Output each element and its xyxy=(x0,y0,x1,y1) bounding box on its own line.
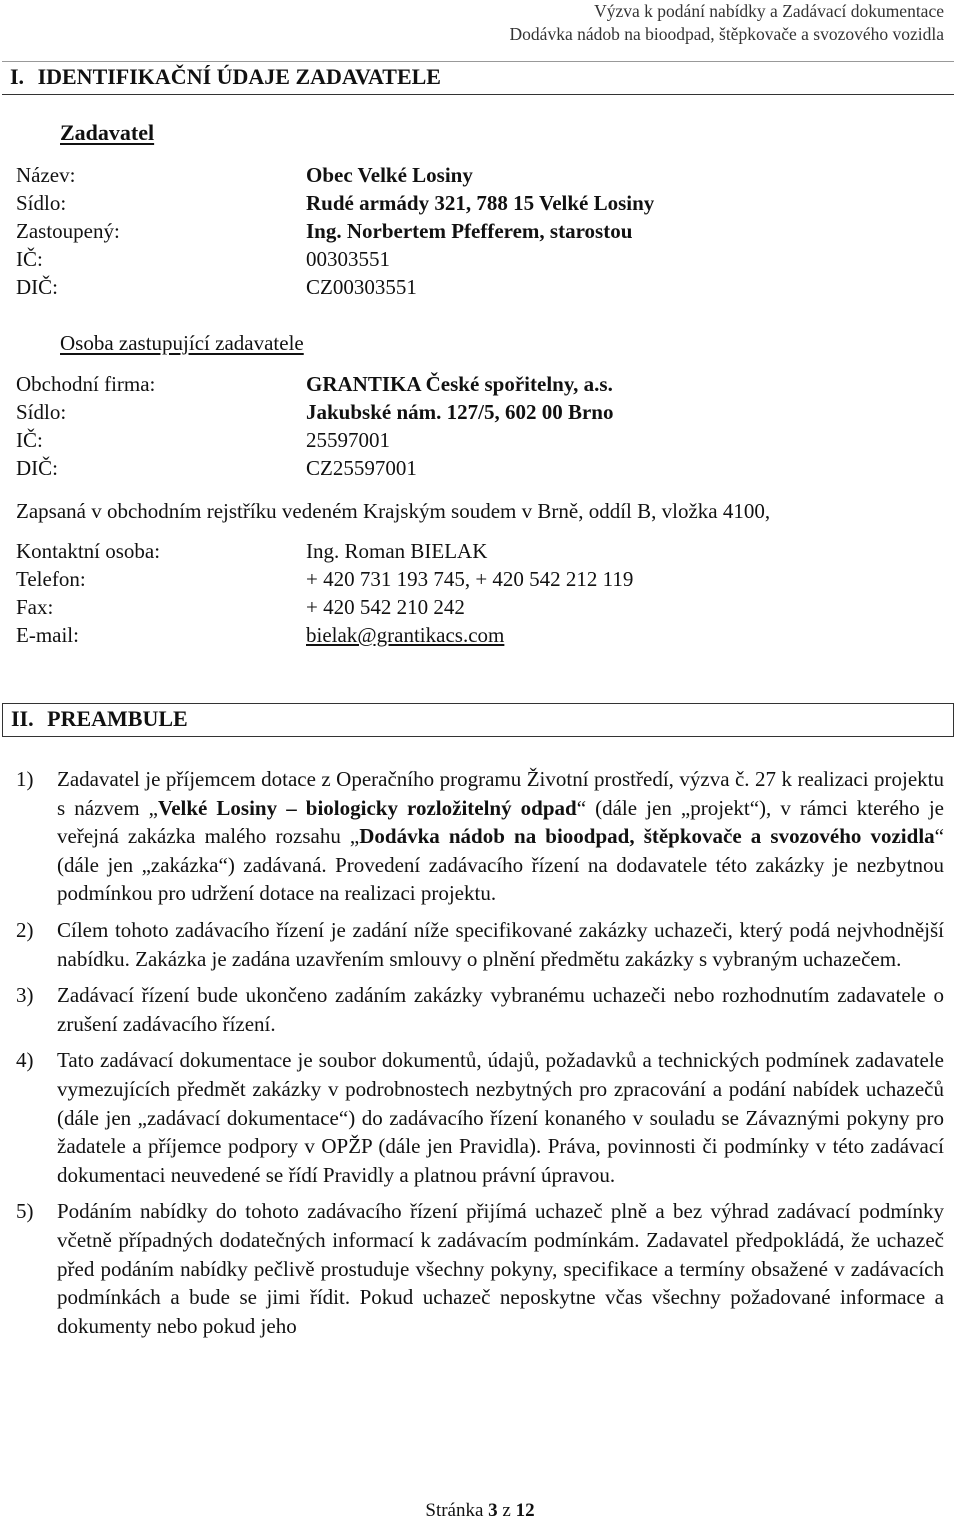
field-label: IČ: xyxy=(16,247,43,271)
item-text: “ (dále jen „zakázka“) zadávaná. Provedení zadávacího řízení na dodavatele této zakázky je nezbytnou podmínkou pro udržení dotace na realizaci projektu. xyxy=(57,824,944,906)
item-number: 4) xyxy=(16,1048,34,1073)
field-value: Jakubské nám. 127/5, 602 00 Brno xyxy=(306,400,614,424)
item-text: Tato zadávací dokumentace je soubor dokumentů, údajů, požadavků a technických podmínek zadavatele vymezujících předmět zakázky v podrobnostech nezbytných pro zpracování a podání nabídek uchazečů (dále jen „zadávací dokumentace“) do zadávacího řízení konaného v souladu se Závaznými pokyny pro žadatele a příjemce podpory v OPŽP (dále jen Pravidla). Práva, povinnosti či podmínky v této zadávací dokumentaci neuvedené se řídí Pravidly a platnou právní úpravou. xyxy=(57,1048,944,1187)
item-text: Zadávací řízení bude ukončeno zadáním zakázky vybranému uchazeči nebo rozhodnutím zadavatele o zrušení zadávacího řízení. xyxy=(57,983,944,1036)
field-value: + 420 731 193 745, + 420 542 212 119 xyxy=(306,567,634,591)
email-link[interactable]: bielak@grantikacs.com xyxy=(306,623,505,647)
preamble-item-4 xyxy=(16,1046,944,1189)
field-value: 25597001 xyxy=(306,428,390,452)
item-number: 3) xyxy=(16,983,34,1008)
field-label: Název: xyxy=(16,163,76,187)
section-1-number: I. xyxy=(10,64,25,89)
field-label: Fax: xyxy=(16,595,54,619)
section-2-title: PREAMBULE xyxy=(47,706,188,731)
item-text: Podáním nabídky do tohoto zadávacího řízení přijímá uchazeč plně a bez výhrad zadávací podmínky včetně případných dodatečných informací k zadávacím podmínkám. Zadavatel předpokládá, že uchazeč před podáním nabídky pečlivě prostuduje všechny pokyny, specifikace a termíny obsažené v zadávacích podmínkách a bude se jimi řídit. Pokud uchazeč neposkytne včas všechny požadované informace a dokumenty nebo pokud jeho xyxy=(57,1199,944,1338)
osoba-heading: Osoba zastupující zadavatele xyxy=(60,331,304,355)
field-label: Kontaktní osoba: xyxy=(16,539,161,563)
field-label: DIČ: xyxy=(16,275,58,299)
item-text: “ (dále jen „projekt“), v rámci kterého je veřejná zakázka malého rozsahu „ xyxy=(57,795,944,849)
item-number: 2) xyxy=(16,917,34,942)
field-value: Rudé armády 321, 788 15 Velké Losiny xyxy=(306,191,655,215)
preamble-list xyxy=(16,765,944,1348)
preamble-item-2 xyxy=(16,916,944,973)
field-value: Ing. Roman BIELAK xyxy=(306,539,488,563)
preamble-item-1 xyxy=(16,765,944,908)
zadavatel-heading: Zadavatel xyxy=(60,120,155,145)
field-label: Telefon: xyxy=(16,567,86,591)
field-value: GRANTIKA České spořitelny, a.s. xyxy=(306,372,613,396)
section-2-heading xyxy=(2,703,954,737)
header-line-2: Dodávka nádob na bioodpad, štěpkovače a svozového vozidla xyxy=(509,24,944,44)
field-label: E-mail: xyxy=(16,623,79,647)
field-label: Sídlo: xyxy=(16,191,67,215)
contract-name: Dodávka nádob na bioodpad, štěpkovače a svozového vozidla xyxy=(359,824,935,849)
field-value: CZ25597001 xyxy=(306,456,417,480)
page-footer xyxy=(0,1500,960,1522)
field-label: IČ: xyxy=(16,428,43,452)
footer-prefix: Stránka xyxy=(425,1500,484,1521)
footer-separator: z xyxy=(502,1500,511,1521)
obchodni-rejstrik-note: Zapsaná v obchodním rejstříku vedeném Krajským soudem v Brně, oddíl B, vložka 4100, xyxy=(16,499,771,523)
item-number: 5) xyxy=(16,1199,34,1224)
section-1-heading xyxy=(2,61,954,95)
field-label: Zastoupený: xyxy=(16,219,120,243)
field-value: 00303551 xyxy=(306,247,390,271)
field-label: Obchodní firma: xyxy=(16,372,156,396)
preamble-item-3 xyxy=(16,981,944,1038)
current-page-number: 3 xyxy=(488,1500,498,1521)
section-1-title: IDENTIFIKAČNÍ ÚDAJE ZADAVATELE xyxy=(37,64,441,89)
preamble-item-5 xyxy=(16,1197,944,1340)
item-text: Cílem tohoto zadávacího řízení je zadání níže specifikované zakázky uchazeči, který podá nejvhodnější nabídku. Zakázka je zadána uzavřením smlouvy o plnění předmětu zakázky s vybraným uchazečem. xyxy=(57,917,944,971)
header-line-1: Výzva k podání nabídky a Zadávací dokumentace xyxy=(594,1,944,21)
field-value: + 420 542 210 242 xyxy=(306,595,465,619)
item-text: Zadavatel je příjemcem dotace z Operačního programu Životní prostředí, výzva č. 27 k realizaci projektu s názvem „ xyxy=(57,767,944,820)
field-label: Sídlo: xyxy=(16,400,67,424)
field-label: DIČ: xyxy=(16,456,58,480)
field-value: Ing. Norbertem Pfefferem, starostou xyxy=(306,219,633,243)
item-number: 1) xyxy=(16,767,34,791)
running-header xyxy=(510,0,944,46)
field-value: Obec Velké Losiny xyxy=(306,163,473,187)
section-2-number: II. xyxy=(11,706,34,731)
field-value: CZ00303551 xyxy=(306,275,417,299)
project-name: Velké Losiny – biologicky rozložitelný odpad xyxy=(157,795,577,820)
total-pages: 12 xyxy=(515,1500,535,1521)
